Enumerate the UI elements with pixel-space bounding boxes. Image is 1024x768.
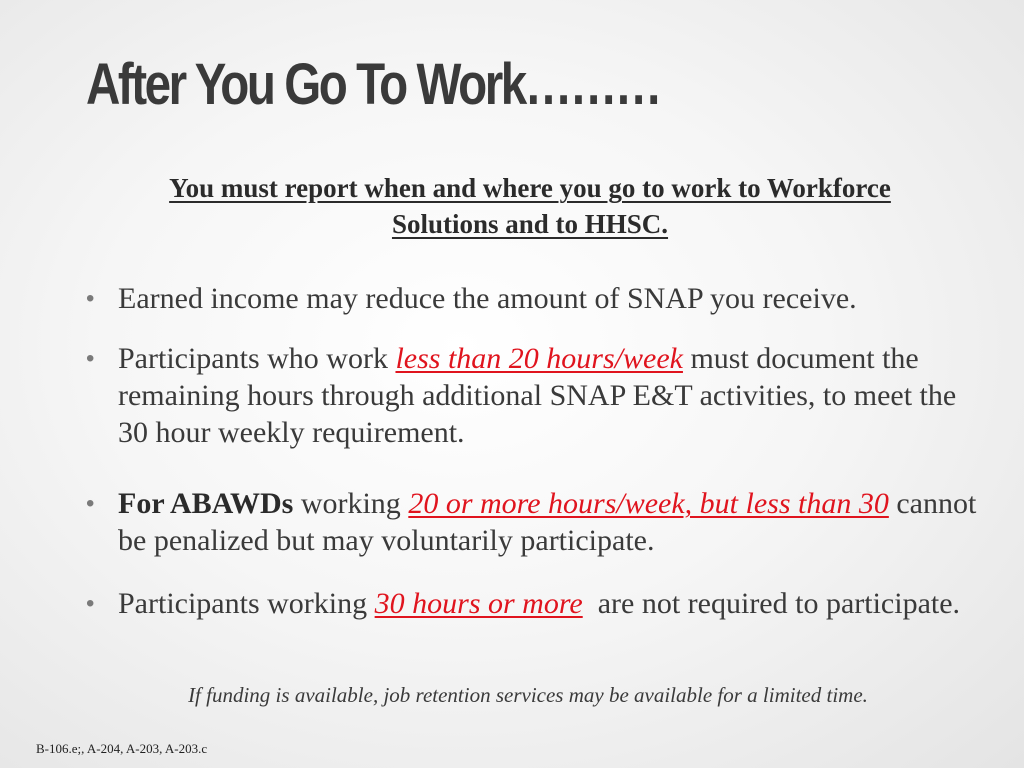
bullet-highlight: 30 hours or more [374, 587, 583, 620]
bullet-30-hours-or-more [86, 585, 986, 622]
bullet-earned-income [86, 280, 986, 317]
bullet-list [86, 280, 986, 622]
funding-note: If funding is available, job retention services may be available for a limited time. [188, 683, 868, 707]
reporting-requirement-subtitle: You must report when and where you go to work to Workforce Solutions and to HHSC. [169, 173, 891, 239]
bullet-highlight: less than 20 hours/week [395, 342, 683, 375]
bullet-highlight: 20 or more hours/week, but less than 30 [408, 487, 889, 520]
bullet-icon: • [86, 590, 95, 617]
bullet-text-before: Participants who work [118, 342, 388, 375]
slide-title: After You Go To Work……… [86, 52, 661, 117]
policy-reference: B-106.e;, A-204, A-203, A-203.c [36, 741, 208, 756]
bullet-text-after: are not required to participate. [597, 587, 961, 620]
bullet-icon: • [86, 285, 95, 312]
bullet-text-before: Participants working [118, 587, 368, 620]
bullet-text-after: must document the remaining hours through additional SNAP E&T activities, to meet the 30 hour weekly requirement. [118, 342, 957, 449]
bullet-text-after: cannot be penalized but may voluntarily participate. [118, 487, 977, 557]
bullet-text-before: working [300, 487, 401, 520]
bullet-abawds [86, 485, 986, 559]
bullet-bold-text: For ABAWDs [118, 487, 294, 520]
bullet-text: Earned income may reduce the amount of SNAP you receive. [118, 282, 857, 315]
bullet-icon: • [86, 345, 95, 372]
bullet-less-than-20-hours [86, 340, 986, 451]
bullet-icon: • [86, 490, 95, 517]
